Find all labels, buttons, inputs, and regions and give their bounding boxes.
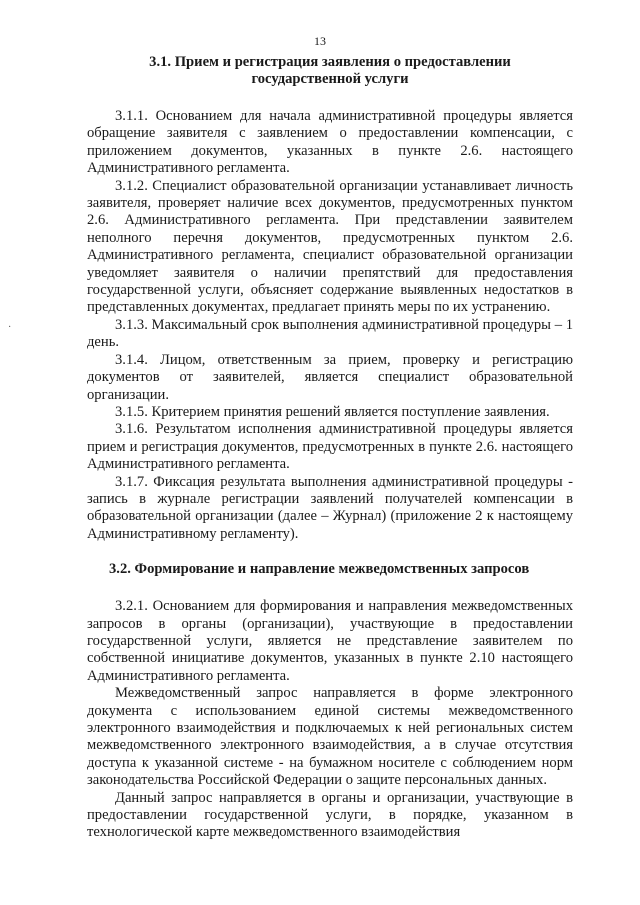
paragraph-interagency-request-form: Межведомственный запрос направляется в форме электронного документа с использованием единой системы межведомственного электронного взаимодействия и подключаемых к ней региональных систем межведомственного электронного взаимодействия, а в случае отсутствия доступа к указанной системе - на бумажном носителе с соблюдением норм законодательства Российской Федерации о защите персональных данных. xyxy=(87,685,573,789)
section-1-title xyxy=(87,54,573,88)
section-1-title-line-1: 3.1. Прием и регистрация заявления о предоставлении xyxy=(149,54,511,70)
paragraph-3-1-5: 3.1.5. Критерием принятия решений является поступление заявления. xyxy=(115,403,550,420)
paragraph-3-1-2: 3.1.2. Специалист образовательной организации устанавливает личность заявителя, проверяет наличие всех документов, предусмотренных пунктом 2.6. Административного регламента. При представлении заявителем неполного перечня документов, предусмотренных пунктом 2.6. Административного регламента, специалист образовательной организации уведомляет заявителя о наличии препятствий для предоставления государственной услуги, объясняет содержание выявленных недостатков в представленных документах, предлагает принять меры по их устранению. xyxy=(87,177,573,316)
section-1-title-line-2: государственной услуги xyxy=(251,71,409,87)
paragraph-3-1-3: 3.1.3. Максимальный срок выполнения административной процедуры – 1 день. xyxy=(87,316,573,351)
document-body xyxy=(87,54,573,842)
paragraph-3-1-4: 3.1.4. Лицом, ответственным за прием, проверку и регистрацию документов от заявителей, является специалист образовательной организации. xyxy=(87,351,573,403)
page-number: 13 xyxy=(314,34,326,48)
paragraph-3-1-7: 3.1.7. Фиксация результата выполнения административной процедуры - запись в журнале регистрации заявлений получателей компенсации в образовательной организации (далее – Журнал) (приложение 2 к настоящему Административному регламенту). xyxy=(87,473,573,542)
paragraph-3-1-6: 3.1.6. Результатом исполнения административной процедуры является прием и регистрация документов, предусмотренных в пункте 2.6. настоящего Административного регламента. xyxy=(87,421,573,473)
paragraph-3-2-1: 3.2.1. Основанием для формирования и направления межведомственных запросов в органы (организации), участвующие в предоставлении государственной услуги, является не представление заявителем по собственной инициативе документов, указанных в пункте 2.10 настоящего Административного регламента. xyxy=(87,598,573,684)
margin-mark: · xyxy=(8,322,12,333)
paragraph-3-1-1: 3.1.1. Основанием для начала административной процедуры является обращение заявителя с заявлением о предоставлении компенсации, с приложением документов, указанных в пункте 2.6. настоящего Административного регламента. xyxy=(87,108,573,177)
paragraph-request-routing: Данный запрос направляется в органы и организации, участвующие в предоставлении государственной услуги, в порядке, указанном в технологической карте межведомственного взаимодействия xyxy=(87,789,573,841)
section-2-title: 3.2. Формирование и направление межведомственных запросов xyxy=(109,561,530,578)
